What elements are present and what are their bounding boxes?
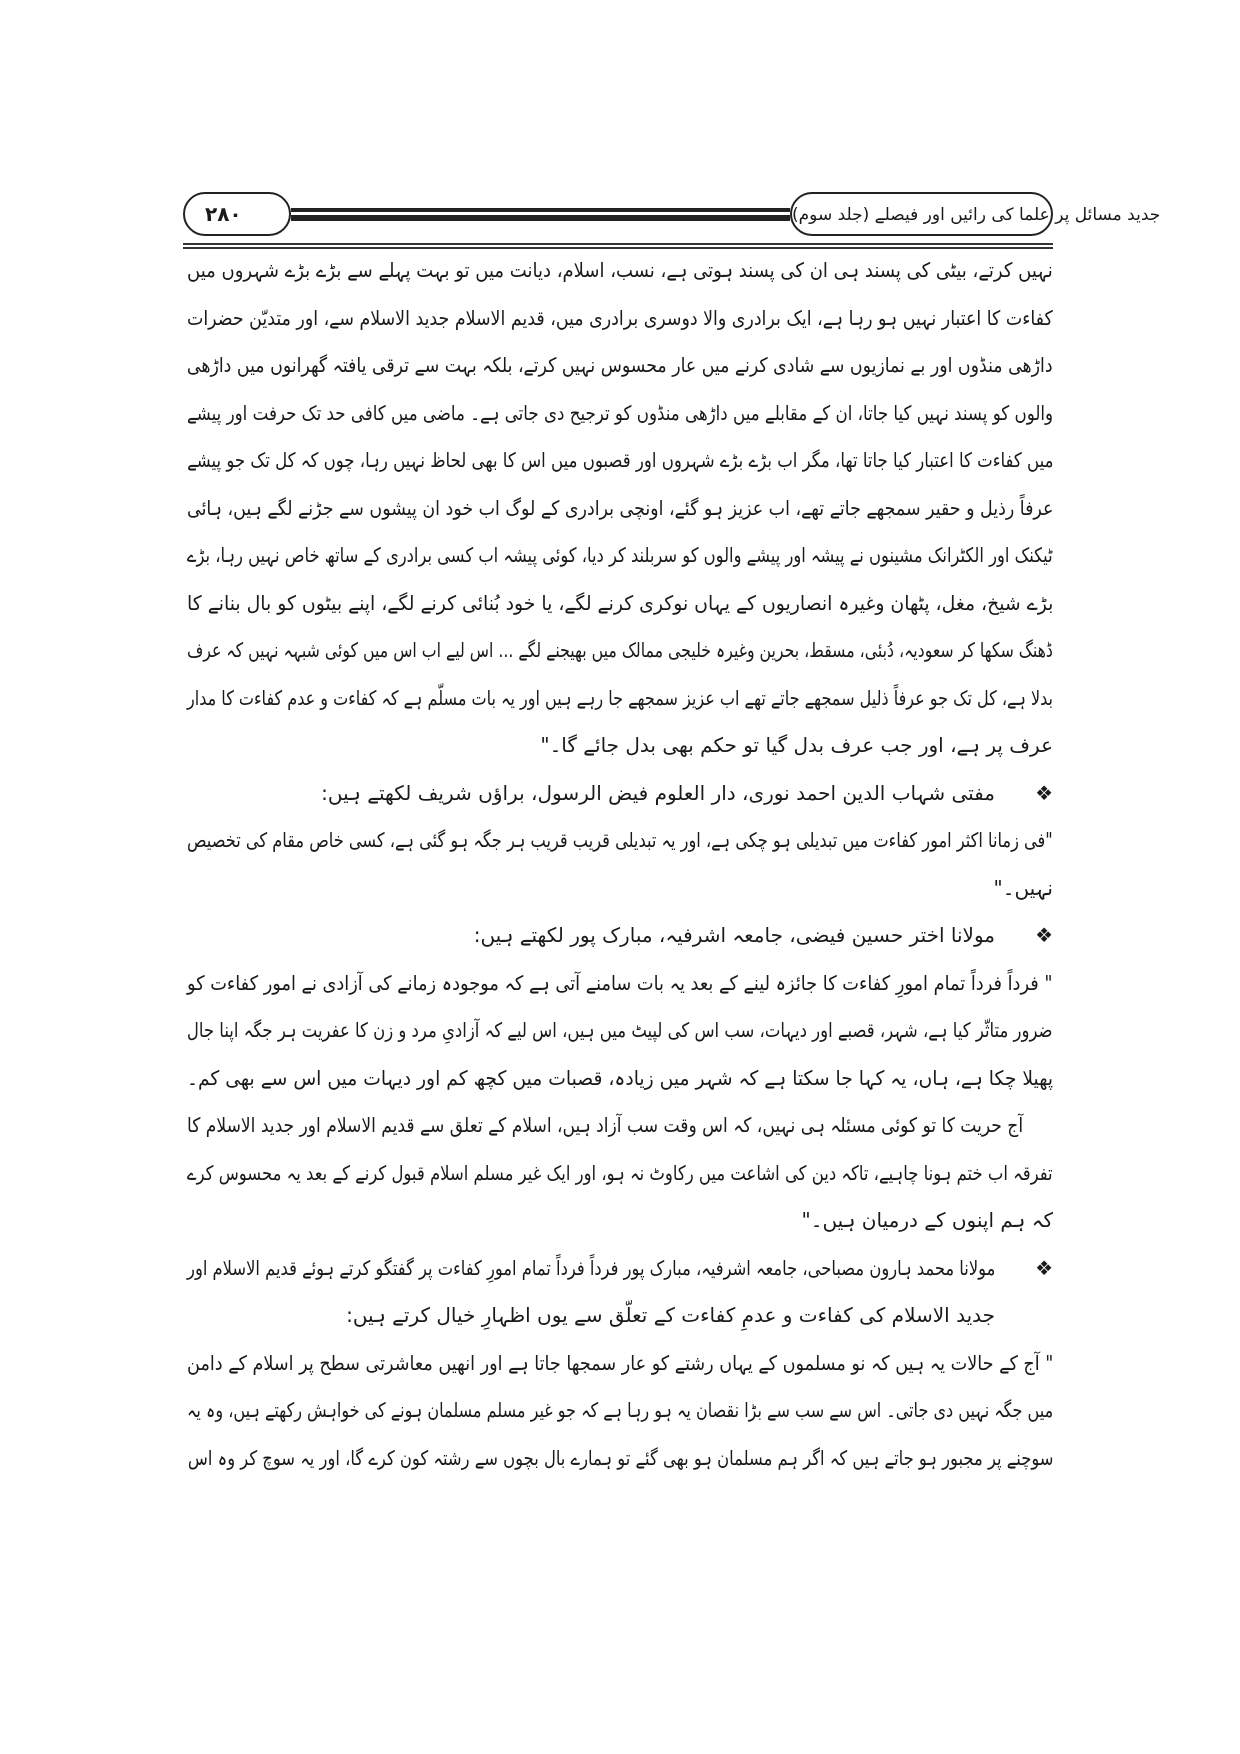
text-line: بدلا ہے، کل تک جو عرفاً ذلیل سمجھے جاتے تھے اب عزیز سمجھے جا رہے ہیں اور یہ بات مسلّم ہے کہ کفاءت و عدم کفاءت کا مدار [187, 685, 1053, 710]
text-line: آج حریت کا تو کوئی مسئلہ ہی نہیں، کہ اس وقت سب آزاد ہیں، اسلام کے تعلق سے قدیم الاسلام اور جدید الاسلام کا [186, 1113, 1023, 1137]
book-title: جدید مسائل پر علما کی رائیں اور فیصلے (جلد سوم) [792, 204, 1161, 225]
text-line: "فی زمانا اکثر امور کفاءت میں تبدیلی ہو چکی ہے، اور یہ تبدیلی قریب قریب ہر جگہ ہو گئی ہے، کسی خاص مقام کی تخصیص [187, 828, 1053, 852]
scholar-heading: مفتی شہاب الدین احمد نوری، دار العلوم فیض الرسول، براؤں شریف لکھتے ہیں: [321, 780, 995, 805]
header-divider [183, 243, 1053, 245]
text-line: میں کفاءت کا اعتبار کیا جاتا تھا، مگر اب بڑے بڑے شہروں اور قصبوں میں اس کا بھی لحاظ نہیں رہا، چوں کہ کل تک جو پیشے [186, 448, 1053, 472]
page-number: ۲۸۰ [205, 202, 242, 226]
text-line: " فرداً فرداً تمام امورِ کفاءت کا جائزہ لینے کے بعد یہ بات سامنے آتی ہے کہ موجودہ زمانے کی آزادی نے امور کفاءت کو [187, 970, 1053, 995]
text-line: ضرور متاثّر کیا ہے، شہر، قصبے اور دیہات، سب اس کی لپیٹ میں ہیں، اس لیے کہ آزادیِ مرد و زن کا عفریت ہر جگہ اپنا جال [187, 1018, 1053, 1042]
page-number-box [183, 192, 291, 236]
text-line: پھیلا چکا ہے، ہاں، یہ کہا جا سکتا ہے کہ شہر میں زیادہ، قصبات میں کچھ کم اور دیہات میں اس سے بھی کم۔ [186, 1065, 1053, 1090]
text-line: سوچنے پر مجبور ہو جاتے ہیں کہ اگر ہم مسلمان ہو بھی گئے تو ہمارے بال بچوں سے رشتہ کون کرے گا، اور یہ سوچ کر وہ اس [187, 1445, 1053, 1470]
text-line: کہ ہم اپنوں کے درمیان ہیں۔" [801, 1208, 1053, 1232]
text-line: داڑھی منڈوں اور بے نمازیوں سے شادی کرنے میں عار محسوس نہیں کرتے، بلکہ بہت سے ترقی یافتہ گھرانوں میں داڑھی [187, 353, 1053, 377]
text-line: نہیں کرتے، بیٹی کی پسند ہی ان کی پسند ہوتی ہے، نسب، اسلام، دیانت میں تو بہت پہلے سے بڑے بڑے شہروں میں [187, 258, 1053, 282]
text-line: والوں کو پسند نہیں کیا جاتا، ان کے مقابلے میں داڑھی منڈوں کو ترجیح دی جاتی ہے۔ ماضی میں کافی حد تک حرفت اور پیشے [186, 400, 1053, 425]
scholar-heading: مولانا محمد ہارون مصباحی، جامعہ اشرفیہ، مبارک پور فرداً فرداً تمام امورِ کفاءت پر گفتگو کرتے ہوئے قدیم الاسلام اور [186, 1255, 995, 1280]
text-line: کفاءت کا اعتبار نہیں ہو رہا ہے، ایک برادری والا دوسری برادری میں، قدیم الاسلام جدید الاسلام سے، اور متدیّن حضرات [187, 305, 1053, 330]
text-line: بڑے شیخ، مغل، پٹھان وغیرہ انصاریوں کے یہاں نوکری کرنے لگے، یا خود بُنائی کرنے لگے، اپنے بیٹوں کو بال بنانے کا [186, 590, 1053, 615]
header-divider [183, 247, 1053, 249]
bullet-icon: ❖ [1035, 923, 1053, 947]
text-line: ڈھنگ سکھا کر سعودیہ، دُبئی، مسقط، بحرین وغیرہ خلیجی ممالک میں بھیجنے لگے ... اس لیے اب اس میں کوئی شبہہ نہیں کہ عرف [187, 638, 1053, 662]
text-line: نہیں۔" [993, 875, 1053, 900]
text-line: عرف پر ہے، اور جب عرف بدل گیا تو حکم بھی بدل جائے گا۔" [540, 733, 1053, 757]
bullet-icon: ❖ [1035, 780, 1053, 805]
text-line: میں جگہ نہیں دی جاتی۔ اس سے سب سے بڑا نقصان یہ ہو رہا ہے کہ جو غیر مسلم مسلمان ہونے کی خواہش رکھتے ہیں، وہ یہ [186, 1398, 1053, 1422]
text-line: ٹیکنک اور الکٹرانک مشینوں نے پیشہ اور پیشے والوں کو سربلند کر دیا، کوئی پیشہ اب کسی برادری کے ساتھ خاص نہیں رہا، بڑے [187, 543, 1053, 567]
bullet-icon: ❖ [1035, 1255, 1053, 1280]
header-rule [291, 208, 790, 212]
text-line: تفرقہ اب ختم ہونا چاہیے، تاکہ دین کی اشاعت میں رکاوٹ نہ ہو، اور ایک غیر مسلم اسلام قبول کرنے کے بعد یہ محسوس کرے [187, 1160, 1053, 1185]
text-line: جدید الاسلام کی کفاءت و عدمِ کفاءت کے تعلّق سے یوں اظہارِ خیال کرتے ہیں: [346, 1303, 995, 1327]
header-rule [291, 215, 790, 221]
book-title-box [790, 192, 1161, 236]
scholar-heading: مولانا اختر حسین فیضی، جامعہ اشرفیہ، مبارک پور لکھتے ہیں: [473, 923, 995, 947]
text-line: عرفاً رذیل و حقیر سمجھے جاتے تھے، اب عزیز ہو گئے، اونچی برادری کے لوگ اب خود ان پیشوں سے جڑنے لگے ہیں، ہائی [186, 495, 1053, 520]
text-line: " آج کے حالات یہ ہیں کہ نو مسلموں کے یہاں رشتے کو عار سمجھا جاتا ہے اور انھیں معاشرتی سطح پر اسلام کے دامن [186, 1350, 1053, 1375]
